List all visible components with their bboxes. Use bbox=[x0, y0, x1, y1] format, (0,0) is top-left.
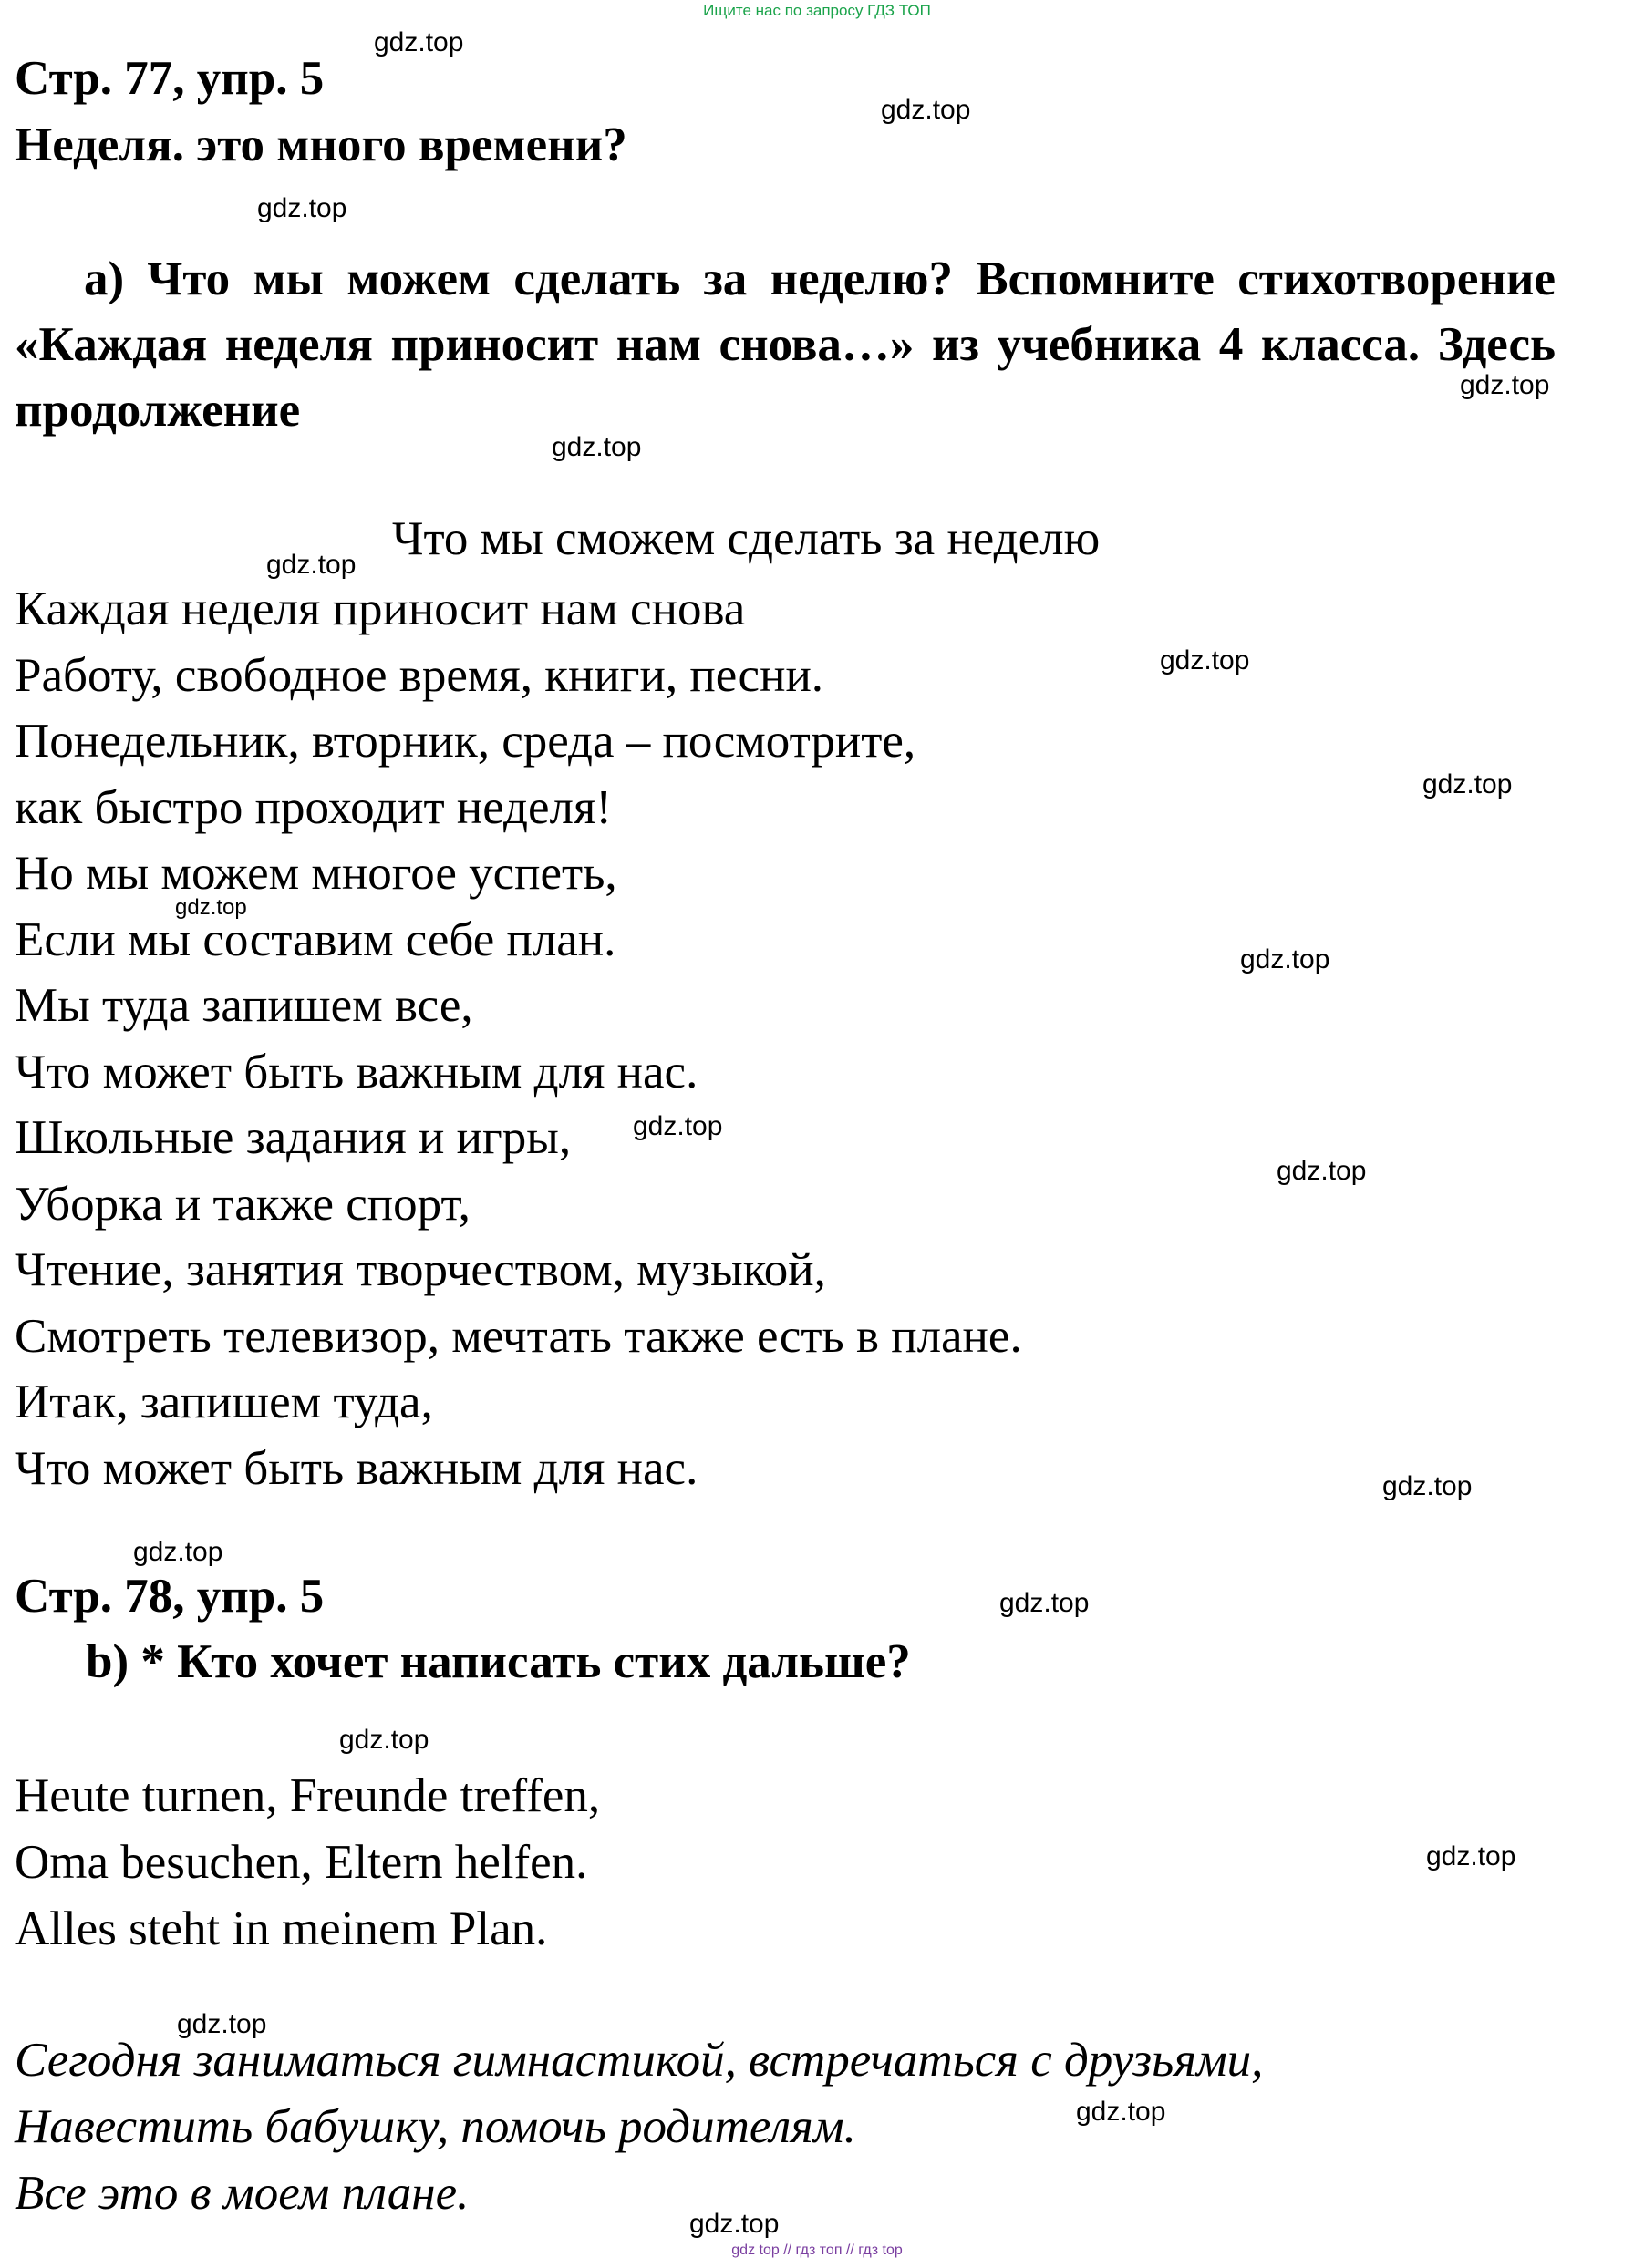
watermark: gdz.top bbox=[552, 432, 642, 462]
poem-line: Чтение, занятия творчеством, музыкой, bbox=[15, 1243, 826, 1296]
poem-line: Работу, свободное время, книги, песни. bbox=[15, 648, 824, 702]
poem-line: Понедельник, вторник, среда – посмотрите, bbox=[15, 715, 916, 768]
watermark: gdz.top bbox=[881, 95, 971, 125]
poem-line: Итак, запишем туда, bbox=[15, 1376, 433, 1428]
poem-line: Но мы можем многое успеть, bbox=[15, 847, 617, 900]
poem-line: Школьные задания и игры, bbox=[15, 1111, 572, 1164]
poem-line: как быстро проходит неделя! bbox=[15, 780, 613, 834]
page-heading-78: Стр. 78, упр. 5 bbox=[15, 1570, 325, 1623]
poem-line: Мы туда запишем все, bbox=[15, 979, 473, 1032]
task-a-content: a) Что мы можем сделать за неделю? Вспомните стихотворение «Каждая неделя приносит нам снова…» из учебника 4 класса. Здесь продолжение bbox=[15, 253, 1556, 437]
watermark: gdz.top bbox=[633, 1111, 723, 1141]
watermark: gdz.top bbox=[1160, 645, 1250, 675]
watermark: gdz.top bbox=[133, 1537, 223, 1567]
watermark: gdz.top bbox=[257, 193, 347, 223]
poem-lines bbox=[15, 576, 1022, 1501]
watermark: gdz.top bbox=[266, 550, 357, 580]
poem-line: Уборка и также спорт, bbox=[15, 1177, 471, 1231]
german-poem bbox=[15, 1763, 600, 1963]
exercise-title: Неделя. это много времени? bbox=[15, 119, 627, 171]
german-line: Oma besuchen, Eltern helfen. bbox=[15, 1836, 588, 1889]
translation-line: Навестить бабушку, помочь родителям. bbox=[15, 2100, 856, 2153]
german-line: Heute turnen, Freunde treffen, bbox=[15, 1769, 601, 1822]
poem-line: Смотреть телевизор, мечтать также есть в плане. bbox=[15, 1309, 1022, 1363]
watermark: gdz.top bbox=[374, 27, 464, 57]
watermark: gdz.top bbox=[1382, 1471, 1473, 1501]
poem-line: Если мы составим себе план. bbox=[15, 912, 616, 966]
translation-line: Все это в моем плане. bbox=[15, 2167, 470, 2220]
watermark: gdz.top bbox=[175, 895, 247, 920]
poem-line: Что может быть важным для нас. bbox=[15, 1045, 698, 1098]
bottom-banner: gdz top // гдз топ // гдз top bbox=[731, 2242, 903, 2258]
watermark: gdz.top bbox=[1460, 370, 1550, 400]
watermark: gdz.top bbox=[999, 1588, 1090, 1618]
task-a-text bbox=[15, 246, 1556, 443]
task-b-text: b) * Кто хочет написать стих дальше? bbox=[86, 1635, 911, 1688]
watermark: gdz.top bbox=[689, 2209, 780, 2239]
watermark: gdz.top bbox=[339, 1725, 429, 1755]
page-heading-77: Стр. 77, упр. 5 bbox=[15, 52, 325, 105]
watermark: gdz.top bbox=[177, 2009, 267, 2039]
watermark: gdz.top bbox=[1277, 1156, 1367, 1186]
german-line: Alles steht in meinem Plan. bbox=[15, 1902, 548, 1955]
watermark: gdz.top bbox=[1076, 2097, 1166, 2127]
translation-line: Сегодня заниматься гимнастикой, встречаться с друзьями, bbox=[15, 2034, 1264, 2087]
top-banner: Ищите нас по запросу ГДЗ ТОП bbox=[703, 2, 931, 19]
poem-line: Каждая неделя приносит нам снова bbox=[15, 582, 746, 635]
watermark: gdz.top bbox=[1240, 944, 1330, 974]
watermark: gdz.top bbox=[1422, 769, 1513, 799]
watermark: gdz.top bbox=[1426, 1841, 1516, 1871]
poem-title: Что мы сможем сделать за неделю bbox=[392, 512, 1101, 565]
poem-line: Что может быть важным для нас. bbox=[15, 1441, 698, 1495]
